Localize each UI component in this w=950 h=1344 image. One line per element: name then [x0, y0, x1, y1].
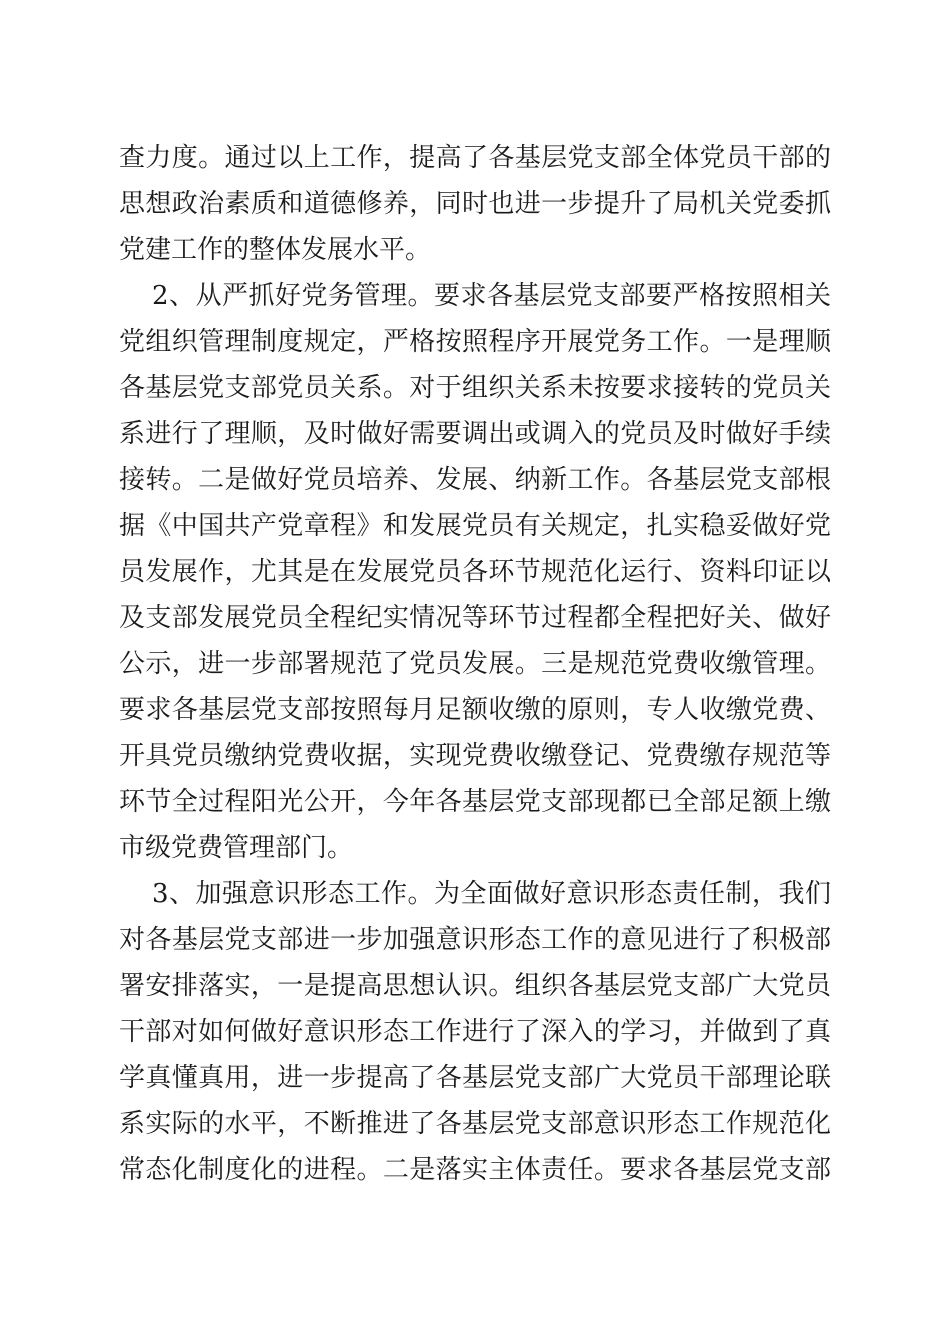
text-line-11: 及支部发展党员全程纪实情况等环节过程都全程把好关、做好 [119, 603, 831, 633]
text-line-18: 对各基层党支部进一步加强意识形态工作的意见进行了积极部 [119, 925, 831, 955]
text-line-13: 要求各基层党支部按照每月足额收缴的原则，专人收缴党费、 [119, 695, 831, 725]
text-line-17: 3、加强意识形态工作。为全面做好意识形态责任制，我们 [152, 879, 831, 909]
text-line-14: 开具党员缴纳党费收据，实现党费收缴登记、党费缴存规范等 [119, 741, 831, 771]
text-line-19: 署安排落实，一是提高思想认识。组织各基层党支部广大党员 [119, 971, 831, 1001]
text-line-23: 常态化制度化的进程。二是落实主体责任。要求各基层党支部 [119, 1155, 831, 1185]
text-line-7: 系进行了理顺，及时做好需要调出或调入的党员及时做好手续 [119, 419, 831, 449]
text-line-4: 2、从严抓好党务管理。要求各基层党支部要严格按照相关 [152, 281, 831, 311]
text-line-2: 思想政治素质和道德修养，同时也进一步提升了局机关党委抓 [119, 189, 831, 219]
text-line-20: 干部对如何做好意识形态工作进行了深入的学习，并做到了真 [119, 1017, 831, 1047]
text-line-8: 接转。二是做好党员培养、发展、纳新工作。各基层党支部根 [119, 465, 831, 495]
text-line-22: 系实际的水平，不断推进了各基层党支部意识形态工作规范化 [119, 1109, 831, 1139]
text-line-10: 员发展作，尤其是在发展党员各环节规范化运行、资料印证以 [119, 557, 831, 587]
text-line-15: 环节全过程阳光公开，今年各基层党支部现都已全部足额上缴 [119, 787, 831, 817]
text-line-9: 据《中国共产党章程》和发展党员有关规定，扎实稳妥做好党 [119, 511, 831, 541]
text-line-12: 公示，进一步部署规范了党员发展。三是规范党费收缴管理。 [119, 649, 831, 679]
text-line-21: 学真懂真用，进一步提高了各基层党支部广大党员干部理论联 [119, 1063, 831, 1093]
text-line-5: 党组织管理制度规定，严格按照程序开展党务工作。一是理顺 [119, 327, 831, 357]
text-line-6: 各基层党支部党员关系。对于组织关系未按要求接转的党员关 [119, 373, 831, 403]
text-line-1: 查力度。通过以上工作，提高了各基层党支部全体党员干部的 [119, 143, 831, 173]
text-line-16: 市级党费管理部门。 [119, 833, 354, 863]
text-line-3: 党建工作的整体发展水平。 [119, 235, 432, 265]
